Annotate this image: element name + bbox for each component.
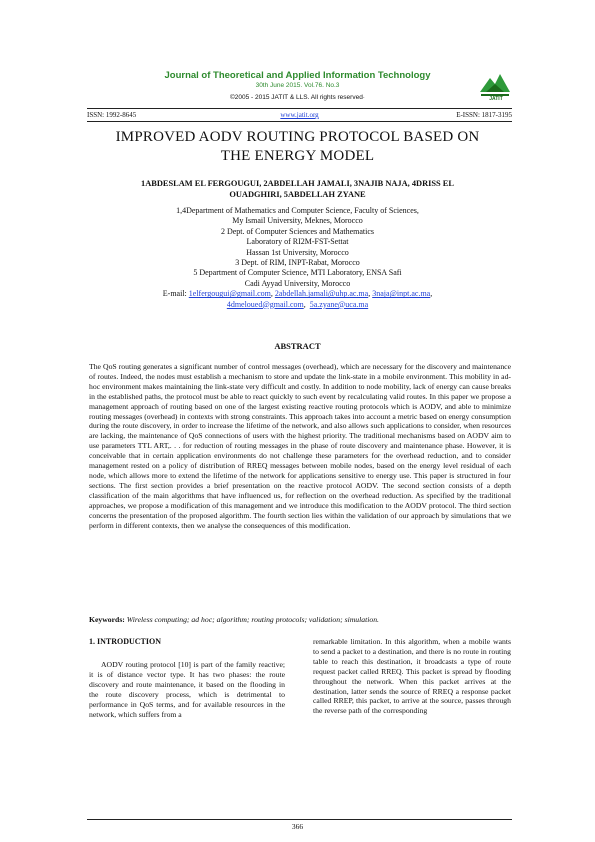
affiliation-line: 3 Dept. of RIM, INPT-Rabat, Morocco <box>235 258 360 268</box>
email-line: 4dmeloued@gmail.com, 5a.zyane@uca.ma <box>226 299 369 309</box>
title-line-2: THE ENERGY MODEL <box>220 148 375 164</box>
affiliation-line: 5 Department of Computer Science, MTI Laboratory, ENSA Safi <box>193 268 402 278</box>
paper-title <box>60 128 535 166</box>
intro-column-right <box>313 637 511 716</box>
jatit-logo-icon <box>478 70 512 108</box>
affiliation-line: 1,4Department of Mathematics and Computer Science, Faculty of Sciences, <box>176 206 419 215</box>
keywords <box>89 615 511 624</box>
intro-column-left <box>89 660 285 719</box>
section-heading: 1. INTRODUCTION <box>89 637 162 646</box>
email-link[interactable]: 4dmeloued@gmail.com <box>226 299 304 309</box>
email-link[interactable]: 2abdellah.jamali@uhp.ac.ma <box>274 289 369 299</box>
affiliation-line: Laboratory of RI2M-FST-Settat <box>246 237 349 247</box>
email-link[interactable]: 1elfergougui@gmail.com <box>188 289 271 299</box>
page-number: 366 <box>291 822 304 831</box>
issn: ISSN: 1992-8645 <box>87 111 137 119</box>
email-label: E-mail: <box>162 289 187 299</box>
intro-paragraph-continued: remarkable limitation. In this algorithm, when a mobile wants to send a packet to a destination, and there is no route in routing table to reach this destination, it broadcasts a type of route request packet called RREQ. This packet is spread by flooding throughout the network. When this packet arrives at the destination, latter sends the source of RREQ a response packet called RREP, this packet, to arrive at the source, passes through the reverse path of the corresponding <box>313 637 511 716</box>
affiliation-line: My Ismail University, Meknes, Morocco <box>232 216 363 226</box>
copyright-line: ©2005 - 2015 JATIT & LLS. All rights reserved· <box>230 94 365 101</box>
intro-paragraph: AODV routing protocol [10] is part of the family reactive; it is of distance vector type. It has two phases: the route discovery and route maintenance, it based on the flooding in the route discovery process, which is detrimental to performance in QoS terms, and for available resources in the network, which suffers from a <box>89 660 285 719</box>
eissn: E-ISSN: 1817-3195 <box>456 111 512 119</box>
abstract-heading: ABSTRACT <box>274 341 321 351</box>
affiliation-line: 2 Dept. of Computer Sciences and Mathematics <box>220 226 375 236</box>
email-link[interactable]: 5a.zyane@uca.ma <box>309 299 369 309</box>
website-link[interactable]: www.jatit.org <box>280 111 319 119</box>
affiliations <box>95 206 500 310</box>
keywords-value: Wireless computing; ad hoc; algorithm; routing protocols; validation; simulation. <box>126 615 379 624</box>
journal-title: Journal of Theoretical and Applied Information Technology <box>164 70 431 81</box>
affiliation-line: Cadi Ayyad University, Morocco <box>244 278 351 288</box>
email-link[interactable]: 3naja@inpt.ac.ma <box>372 289 431 299</box>
title-line-1: IMPROVED AODV ROUTING PROTOCOL BASED ON <box>115 129 480 145</box>
affiliation-line: Hassan 1st University, Morocco <box>246 247 349 257</box>
abstract-text: The QoS routing generates a significant number of control messages (overhead), which are necessary for the discovery and maintenance of routes. Indeed, the nodes must establish a mechanism to store and update the link-state in a mobile environment. This mobility in ad-hoc environment makes maintaining the link-state very difficult and costly. In addition to node mobility, lack of energy can cause breaks in the established paths, the protocol must be able to react quickly to such event by recalculating valid routes. In this paper we propose a management approach of routing based on one of the largest existing reactive routing protocols which is AODV, and able to minimize routing messages (overhead) in contexts with strong constraints. This approach takes into account a metric based on energy consumption during the route discovery, in order to increase the lifetime of the network, and also allows such applications to consider, when resources are lacking, the maintenance of QoS connections of users with the highest priority. The traditional mechanisms based on AODV aim to use parameters TTL ART,. . . for reduction of routing messages in the phase of route discovery and maintenance phase. However, it is conceivable that in certain application environments do not challenge these parameters for the overhead reduction, and to consider management rested on a policy of distribution of RREQ messages between mobile nodes, based on the energy level residual of each node, which allows more to extend the lifetime of the network for applications sensitive to energy use. This paper is structured in four sections. The first section provides a brief presentation on the reactive protocol AODV. The second section consists of a depth classification of the main algorithms that have influenced us, for reflection on the overhead reduction. As specified by the traditional approaches, we propose a modification of this management and we introduce this modification to the AODV protocol. The third section concerns the presentation of the proposed algorithm. The fourth section lies within the validation of our approach by simulations that we perform in different contexts, then we analyse the consequences of this modification. <box>89 362 511 530</box>
issue-date: 30th June 2015. Vol.76. No.3 <box>255 82 340 89</box>
header-top-rule <box>87 108 512 109</box>
authors-line-1: 1ABDESLAM EL FERGOUGUI, 2ABDELLAH JAMALI, 3NAJIB NAJA, 4DRISS EL <box>141 179 454 188</box>
footer-rule <box>87 819 512 820</box>
authors-line-2: OUADGHIRI, 5ABDELLAH ZYANE <box>229 190 366 199</box>
header-bottom-rule <box>87 121 512 122</box>
logo-text: JATIT <box>489 96 503 102</box>
keywords-label: Keywords: <box>89 615 125 624</box>
authors <box>100 178 495 200</box>
email-line: E-mail: 1elfergougui@gmail.com, 2abdellah.jamali@uhp.ac.ma, 3naja@inpt.ac.ma, <box>162 289 433 299</box>
